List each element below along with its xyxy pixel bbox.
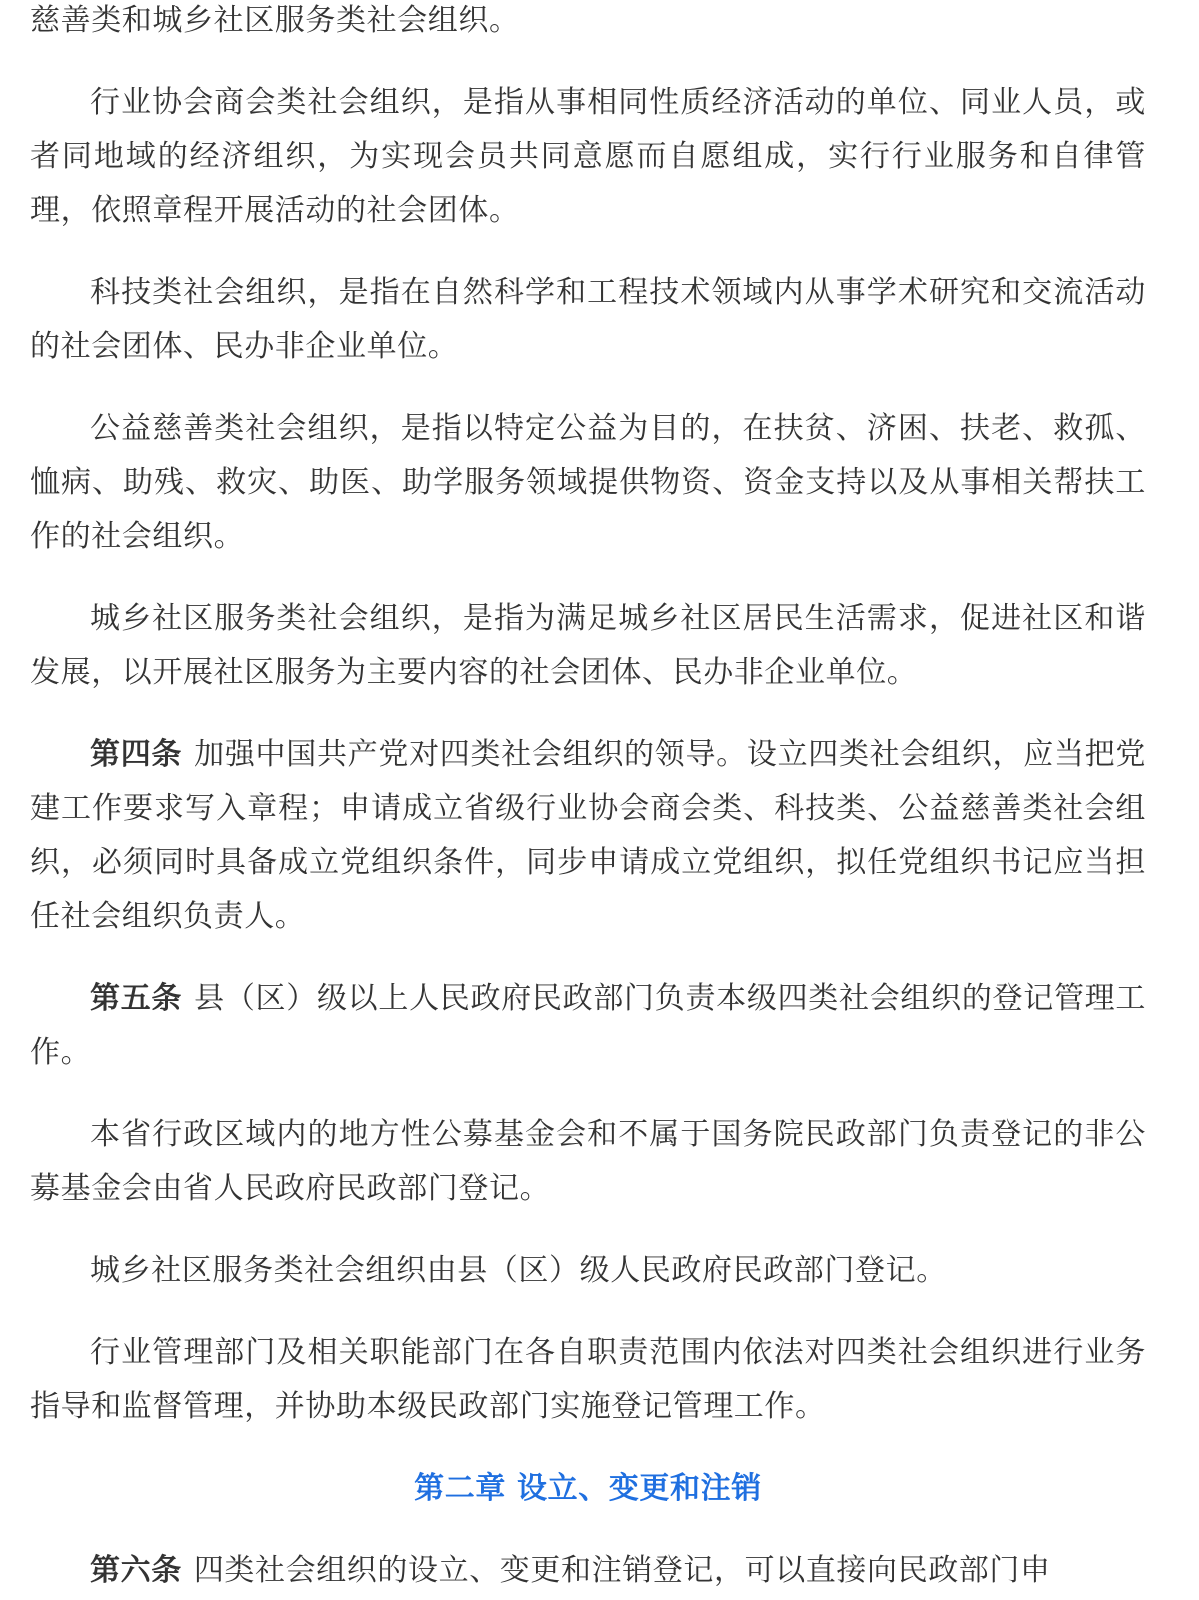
paragraph: 城乡社区服务类社会组织由县（区）级人民政府民政部门登记。 — [90, 1253, 947, 1288]
article-number: 第四条 — [90, 737, 183, 772]
article-text: 县（区）级以上人民政府民政部门负责本级四类社会组织的登记管理工作。 — [30, 981, 1146, 1070]
article-number: 第六条 — [90, 1553, 182, 1588]
article-text: 四类社会组织的设立、变更和注销登记，可以直接向民政部门申 — [193, 1553, 1051, 1588]
article-paragraph — [30, 1544, 1146, 1598]
article-paragraph — [30, 728, 1146, 944]
article-body — [30, 0, 1146, 1598]
paragraph: 行业管理部门及相关职能部门在各自职责范围内依法对四类社会组织进行业务指导和监督管理，并协助本级民政部门实施登记管理工作。 — [30, 1335, 1146, 1424]
paragraph: 公益慈善类社会组织，是指以特定公益为目的，在扶贫、济困、扶老、救孤、恤病、助残、救灾、助医、助学服务领域提供物资、资金支持以及从事相关帮扶工作的社会组织。 — [30, 411, 1146, 554]
paragraph: 科技类社会组织，是指在自然科学和工程技术领域内从事学术研究和交流活动的社会团体、民办非企业单位。 — [30, 275, 1146, 364]
article-paragraph — [30, 972, 1146, 1080]
paragraph: 本省行政区域内的地方性公募基金会和不属于国务院民政部门负责登记的非公募基金会由省人民政府民政部门登记。 — [30, 1117, 1146, 1206]
paragraph: 行业协会商会类社会组织，是指从事相同性质经济活动的单位、同业人员，或者同地域的经济组织，为实现会员共同意愿而自愿组成，实行行业服务和自律管理，依照章程开展活动的社会团体。 — [30, 85, 1146, 228]
article-number: 第五条 — [90, 981, 183, 1016]
chapter-heading: 第二章 设立、变更和注销 — [414, 1471, 762, 1506]
paragraph: 城乡社区服务类社会组织，是指为满足城乡社区居民生活需求，促进社区和谐发展，以开展社区服务为主要内容的社会团体、民办非企业单位。 — [30, 601, 1146, 690]
article-text: 加强中国共产党对四类社会组织的领导。设立四类社会组织，应当把党建工作要求写入章程；申请成立省级行业协会商会类、科技类、公益慈善类社会组织，必须同时具备成立党组织条件，同步申请成立党组织，拟任党组织书记应当担任社会组织负责人。 — [30, 737, 1146, 934]
paragraph: 慈善类和城乡社区服务类社会组织。 — [30, 3, 520, 38]
